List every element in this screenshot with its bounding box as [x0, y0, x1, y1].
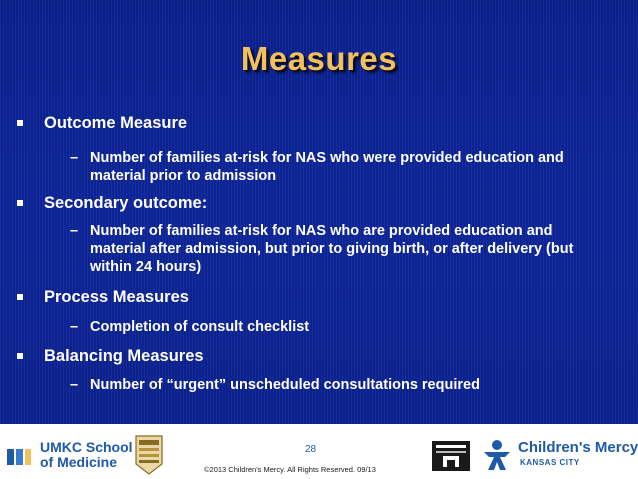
sub-dash: – — [70, 319, 79, 335]
magnet-recognition-icon — [431, 440, 471, 472]
umkc-line2: of Medicine — [40, 454, 118, 470]
umkc-logo — [6, 439, 133, 472]
best-childrens-hospitals-badge-icon — [134, 434, 164, 476]
childrens-mercy-logo — [480, 436, 638, 476]
sub-bullet-text: Number of “urgent” unscheduled consultations required — [90, 377, 480, 393]
umkc-shield-icon — [6, 446, 32, 468]
bullet-square-icon — [17, 294, 23, 300]
bullet-label: Process Measures — [44, 288, 189, 306]
sub-bullet-text: Completion of consult checklist — [90, 319, 310, 335]
bullet-label: Secondary outcome: — [44, 194, 208, 212]
sub-bullet-text: Number of families at-risk for NAS who were provided education and material prior to admission — [90, 150, 564, 184]
childrens-mercy-name: Children's Mercy — [518, 439, 638, 456]
childrens-mercy-city: KANSAS CITY — [520, 458, 580, 467]
page-number: 28 — [305, 444, 317, 455]
sub-dash: – — [70, 223, 79, 239]
sub-bullet-text: Number of families at-risk for NAS who are provided education and material after admission, but prior to giving birth, or after delivery (but within 24 hours) — [90, 223, 574, 275]
sub-dash: – — [70, 150, 79, 166]
bullet-label: Balancing Measures — [44, 347, 204, 365]
copyright-text: ©2013 Children's Mercy. All Rights Reserved. 09/13 — [204, 465, 376, 474]
sub-dash: – — [70, 377, 79, 393]
bullet-square-icon — [17, 353, 23, 359]
slide-footer — [0, 424, 638, 479]
bullet-square-icon — [17, 120, 23, 126]
bullet-label: Outcome Measure — [44, 114, 188, 132]
childrens-mercy-figure-icon — [480, 438, 514, 472]
bullet-square-icon — [17, 200, 23, 206]
slide-title: Measures — [240, 40, 398, 77]
umkc-line1: UMKC School — [40, 439, 133, 455]
